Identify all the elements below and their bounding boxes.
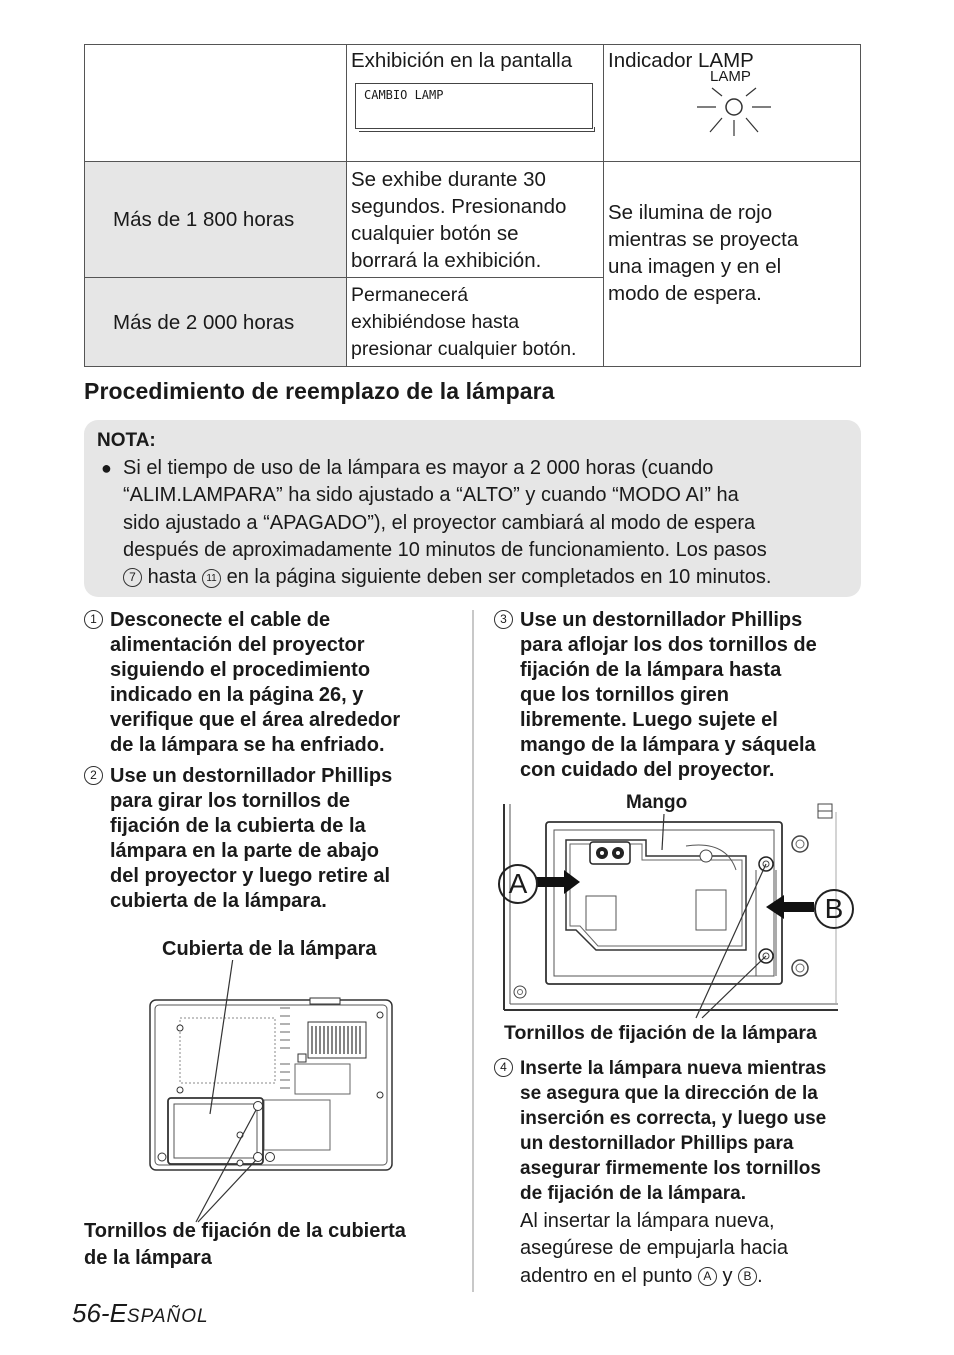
step-line: Use un destornillador Phillips [520,609,803,631]
table-header-indicator [604,45,861,162]
indicator-description [604,162,861,367]
page-number: 56- [72,1298,110,1328]
step-text [110,764,392,914]
step-3 [494,608,864,788]
header-indicator-label: Indicador LAMP [608,49,754,72]
step-line: para girar los tornillos de [110,790,351,812]
text-line: segundos. Presionando [351,194,567,218]
note-line: “ALIM.LAMPARA” ha sido ajustado a “ALTO” y cuando “MODO AI” ha [123,484,739,507]
step-4 [494,1056,864,1206]
step-number-badge: 7 [123,568,142,587]
step-line: del proyector y luego retire al [110,865,391,887]
text-line: una imagen y en el [608,255,782,278]
note-title: NOTA: [97,430,156,451]
note-line: Si el tiempo de uso de la lámpara es mayor a 2 000 horas (cuando [123,457,714,479]
handle-label: Mango [626,792,688,813]
row-1800-display [347,162,604,278]
step-text [520,1056,826,1206]
step-line: fijación de la lámpara hasta [520,659,782,681]
step-line: que los tornillos giren [520,684,729,706]
step-line: inserción es correcta, y luego use [520,1108,827,1129]
cover-screws-label [84,1218,406,1272]
step-line: con cuidado del proyector. [520,759,775,781]
text-line: presionar cualquier botón. [351,337,577,360]
step-4-note [520,1208,860,1290]
step-line: un destornillador Phillips para [520,1133,794,1154]
note-text: . [757,1264,763,1287]
step-text [110,608,400,758]
note-text: adentro en el punto [520,1264,693,1287]
text-line: borrará la exhibición. [351,248,542,272]
note-line: asegúrese de empujarla hacia [520,1237,788,1260]
table-header-empty-cell [85,45,347,162]
note-text: y [722,1264,733,1287]
text-line: cualquier botón se [351,221,519,245]
lamp-cover-label: Cubierta de la lámpara [162,938,377,960]
row-2000-display [347,278,604,367]
step-line: fijación de la cubierta de la [110,815,366,837]
step-number-badge: 3 [494,610,513,629]
text-line: Se ilumina de rojo [608,201,773,224]
text-line: Se exhibe durante 30 [351,167,546,191]
screen-display-box [355,83,593,129]
step-1 [84,608,464,768]
step-line: Desconecte el cable de [110,609,331,631]
row-1800-hours: Más de 1 800 horas [85,162,347,278]
text-line: mientras se proyecta [608,228,799,251]
note-text: en la página siguiente deben ser completados en 10 minutos. [226,566,772,589]
step-line: Use un destornillador Phillips [110,765,393,787]
note-line [123,564,853,591]
lamp-indicator-label: LAMP [710,68,751,85]
note-line [520,1263,860,1290]
step-number-badge: 2 [84,766,103,785]
note-box [84,420,861,597]
language-rest: SPAÑOL [126,1306,209,1327]
bullet-icon: ● [101,458,112,478]
step-line: lámpara en la parte de abajo [110,840,379,862]
text-line: Permanecerá [351,283,469,306]
step-line: para aflojar los dos tornillos de [520,634,817,656]
step-line: asegurar firmemente los tornillos [520,1158,821,1179]
step-number-badge: 4 [494,1058,513,1077]
note-body [123,455,853,591]
text-line: modo de espera. [608,282,762,305]
projector-bottom-illustration [140,960,410,1230]
label-line: Tornillos de fijación de la cubierta [84,1220,406,1242]
text-line: exhibiéndose hasta [351,310,520,333]
step-text [520,608,817,783]
table-header-display [347,45,604,162]
page-footer [72,1298,209,1329]
step-line: libremente. Luego sujete el [520,709,778,731]
language-initial: E [109,1298,127,1328]
lamp-removal-illustration [496,800,856,1020]
step-line: Inserte la lámpara nueva mientras [520,1058,827,1079]
point-a-marker: A [498,864,538,904]
row-2000-hours: Más de 2 000 horas [85,278,347,367]
column-divider [472,610,474,1292]
step-line: se asegura que la dirección de la [520,1083,818,1104]
lamp-light-icon [694,78,774,148]
point-a-inline-marker: A [698,1267,717,1286]
step-number-badge: 11 [202,569,221,588]
step-line: siguiendo el procedimiento [110,659,371,681]
label-line: de la lámpara [84,1247,212,1269]
step-number-badge: 1 [84,610,103,629]
section-title: Procedimiento de reemplazo de la lámpara [84,378,555,404]
step-line: de la lámpara se ha enfriado. [110,734,385,756]
point-b-inline-marker: B [738,1267,757,1286]
note-text: hasta [147,566,197,589]
lamp-indicator-table [84,44,861,367]
note-line: Al insertar la lámpara nueva, [520,1210,775,1232]
step-line: verifique que el área alrededor [110,709,401,731]
header-display-label: Exhibición en la pantalla [351,49,573,72]
step-2 [84,764,464,924]
screen-display-text: CAMBIO LAMP [364,88,444,102]
note-line: sido ajustado a “APAGADO”), el proyector cambiará al modo de espera [123,511,756,534]
step-line: mango de la lámpara y sáquela [520,734,816,756]
lamp-screws-label: Tornillos de fijación de la lámpara [504,1022,817,1044]
note-line: después de aproximadamente 10 minutos de funcionamiento. Los pasos [123,538,767,561]
step-line: indicado en la página 26, y [110,684,364,706]
point-b-marker: B [814,889,854,929]
step-line: alimentación del proyector [110,634,365,656]
step-line: de fijación de la lámpara. [520,1183,746,1204]
step-line: cubierta de la lámpara. [110,890,327,912]
